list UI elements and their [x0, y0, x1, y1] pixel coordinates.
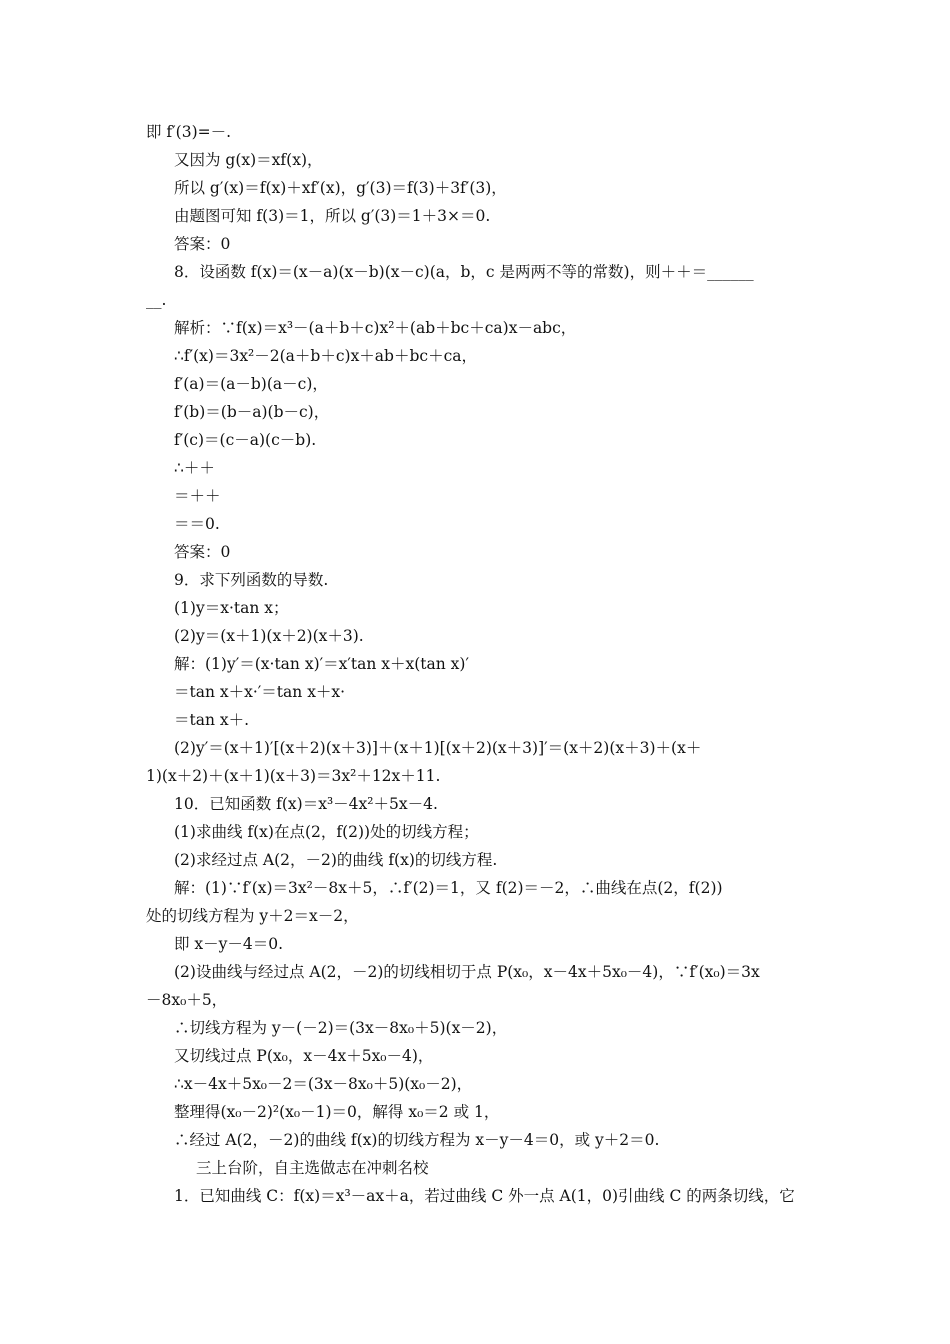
- question-8: 8．设函数 f(x)＝(x－a)(x－b)(x－c)(a，b，c 是两两不等的常数)，则＋＋＝______: [174, 263, 754, 281]
- text-line: 答案：0: [174, 235, 231, 253]
- text-line: 解：(1)∵f′(x)＝3x²－8x＋5，∴f′(2)＝1，又 f(2)＝－2，∴曲线在点(2，f(2)): [174, 879, 723, 897]
- text-line: __.: [146, 291, 167, 309]
- text-line: ＝＝0.: [174, 515, 220, 533]
- question-10: 10．已知函数 f(x)＝x³－4x²＋5x－4.: [174, 795, 438, 813]
- text-line: 即 f′(3)=－.: [146, 123, 232, 141]
- text-line: ∴切线方程为 y－(－2)＝(3x－8x₀＋5)(x－2)，: [174, 1019, 508, 1037]
- text-line: f′(c)＝(c－a)(c－b).: [174, 431, 317, 449]
- text-line: 又切线过点 P(x₀，x－4x＋5x₀－4)，: [174, 1047, 434, 1065]
- text-line: ∴经过 A(2，－2)的曲线 f(x)的切线方程为 x－y－4＝0，或 y＋2＝0.: [174, 1131, 660, 1149]
- text-line: (2)设曲线与经过点 A(2，－2)的切线相切于点 P(x₀，x－4x＋5x₀－4)，∵f′(x₀)＝3x: [174, 963, 760, 981]
- text-line: ∴f′(x)＝3x²－2(a＋b＋c)x＋ab＋bc＋ca，: [174, 347, 477, 365]
- text-line: ∴＋＋: [174, 459, 215, 477]
- text-line: 所以 g′(x)＝f(x)＋xf′(x)，g′(3)＝f(3)＋3f′(3)，: [174, 179, 507, 197]
- text-line: 解析：∵f(x)＝x³－(a＋b＋c)x²＋(ab＋bc＋ca)x－abc，: [174, 319, 577, 337]
- section-heading: 三上台阶，自主选做志在冲刺名校: [196, 1159, 429, 1177]
- text-line: 处的切线方程为 y＋2＝x－2，: [146, 907, 359, 925]
- text-line: ＝＋＋: [174, 487, 221, 505]
- text-line: f′(b)＝(b－a)(b－c)，: [174, 403, 330, 421]
- text-line: 答案：0: [174, 543, 231, 561]
- text-line: (2)求经过点 A(2，－2)的曲线 f(x)的切线方程.: [174, 851, 498, 869]
- text-line: 由题图可知 f(3)＝1，所以 g′(3)＝1＋3×＝0.: [174, 207, 491, 225]
- text-line: (2)y′＝(x＋1)′[(x＋2)(x＋3)]＋(x＋1)[(x＋2)(x＋3)]′＝(x＋2)(x＋3)＋(x＋: [174, 739, 702, 757]
- text-line: －8x₀＋5，: [146, 991, 228, 1009]
- text-line: ＝tan x＋x·′＝tan x＋x·: [174, 683, 346, 701]
- text-line: (1)y＝x·tan x；: [174, 599, 289, 617]
- text-line: (1)求曲线 f(x)在点(2，f(2))处的切线方程；: [174, 823, 479, 841]
- question-9: 9．求下列函数的导数.: [174, 571, 329, 589]
- text-line: 又因为 g(x)＝xf(x)，: [174, 151, 323, 169]
- text-line: f′(a)＝(a－b)(a－c)，: [174, 375, 328, 393]
- question-1: 1．已知曲线 C：f(x)＝x³－ax＋a，若过曲线 C 外一点 A(1，0)引曲线 C 的两条切线，它: [174, 1187, 795, 1205]
- text-line: 1)(x＋2)＋(x＋1)(x＋3)＝3x²＋12x＋11.: [146, 767, 441, 785]
- text-line: ∴x－4x＋5x₀－2＝(3x－8x₀＋5)(x₀－2)，: [174, 1075, 473, 1093]
- text-line: 整理得(x₀－2)²(x₀－1)＝0，解得 x₀＝2 或 1，: [174, 1103, 500, 1121]
- text-line: (2)y＝(x＋1)(x＋2)(x＋3).: [174, 627, 364, 645]
- text-line: 解：(1)y′＝(x·tan x)′＝x′tan x＋x(tan x)′: [174, 655, 469, 673]
- text-line: ＝tan x＋.: [174, 711, 250, 729]
- text-line: 即 x－y－4＝0.: [174, 935, 284, 953]
